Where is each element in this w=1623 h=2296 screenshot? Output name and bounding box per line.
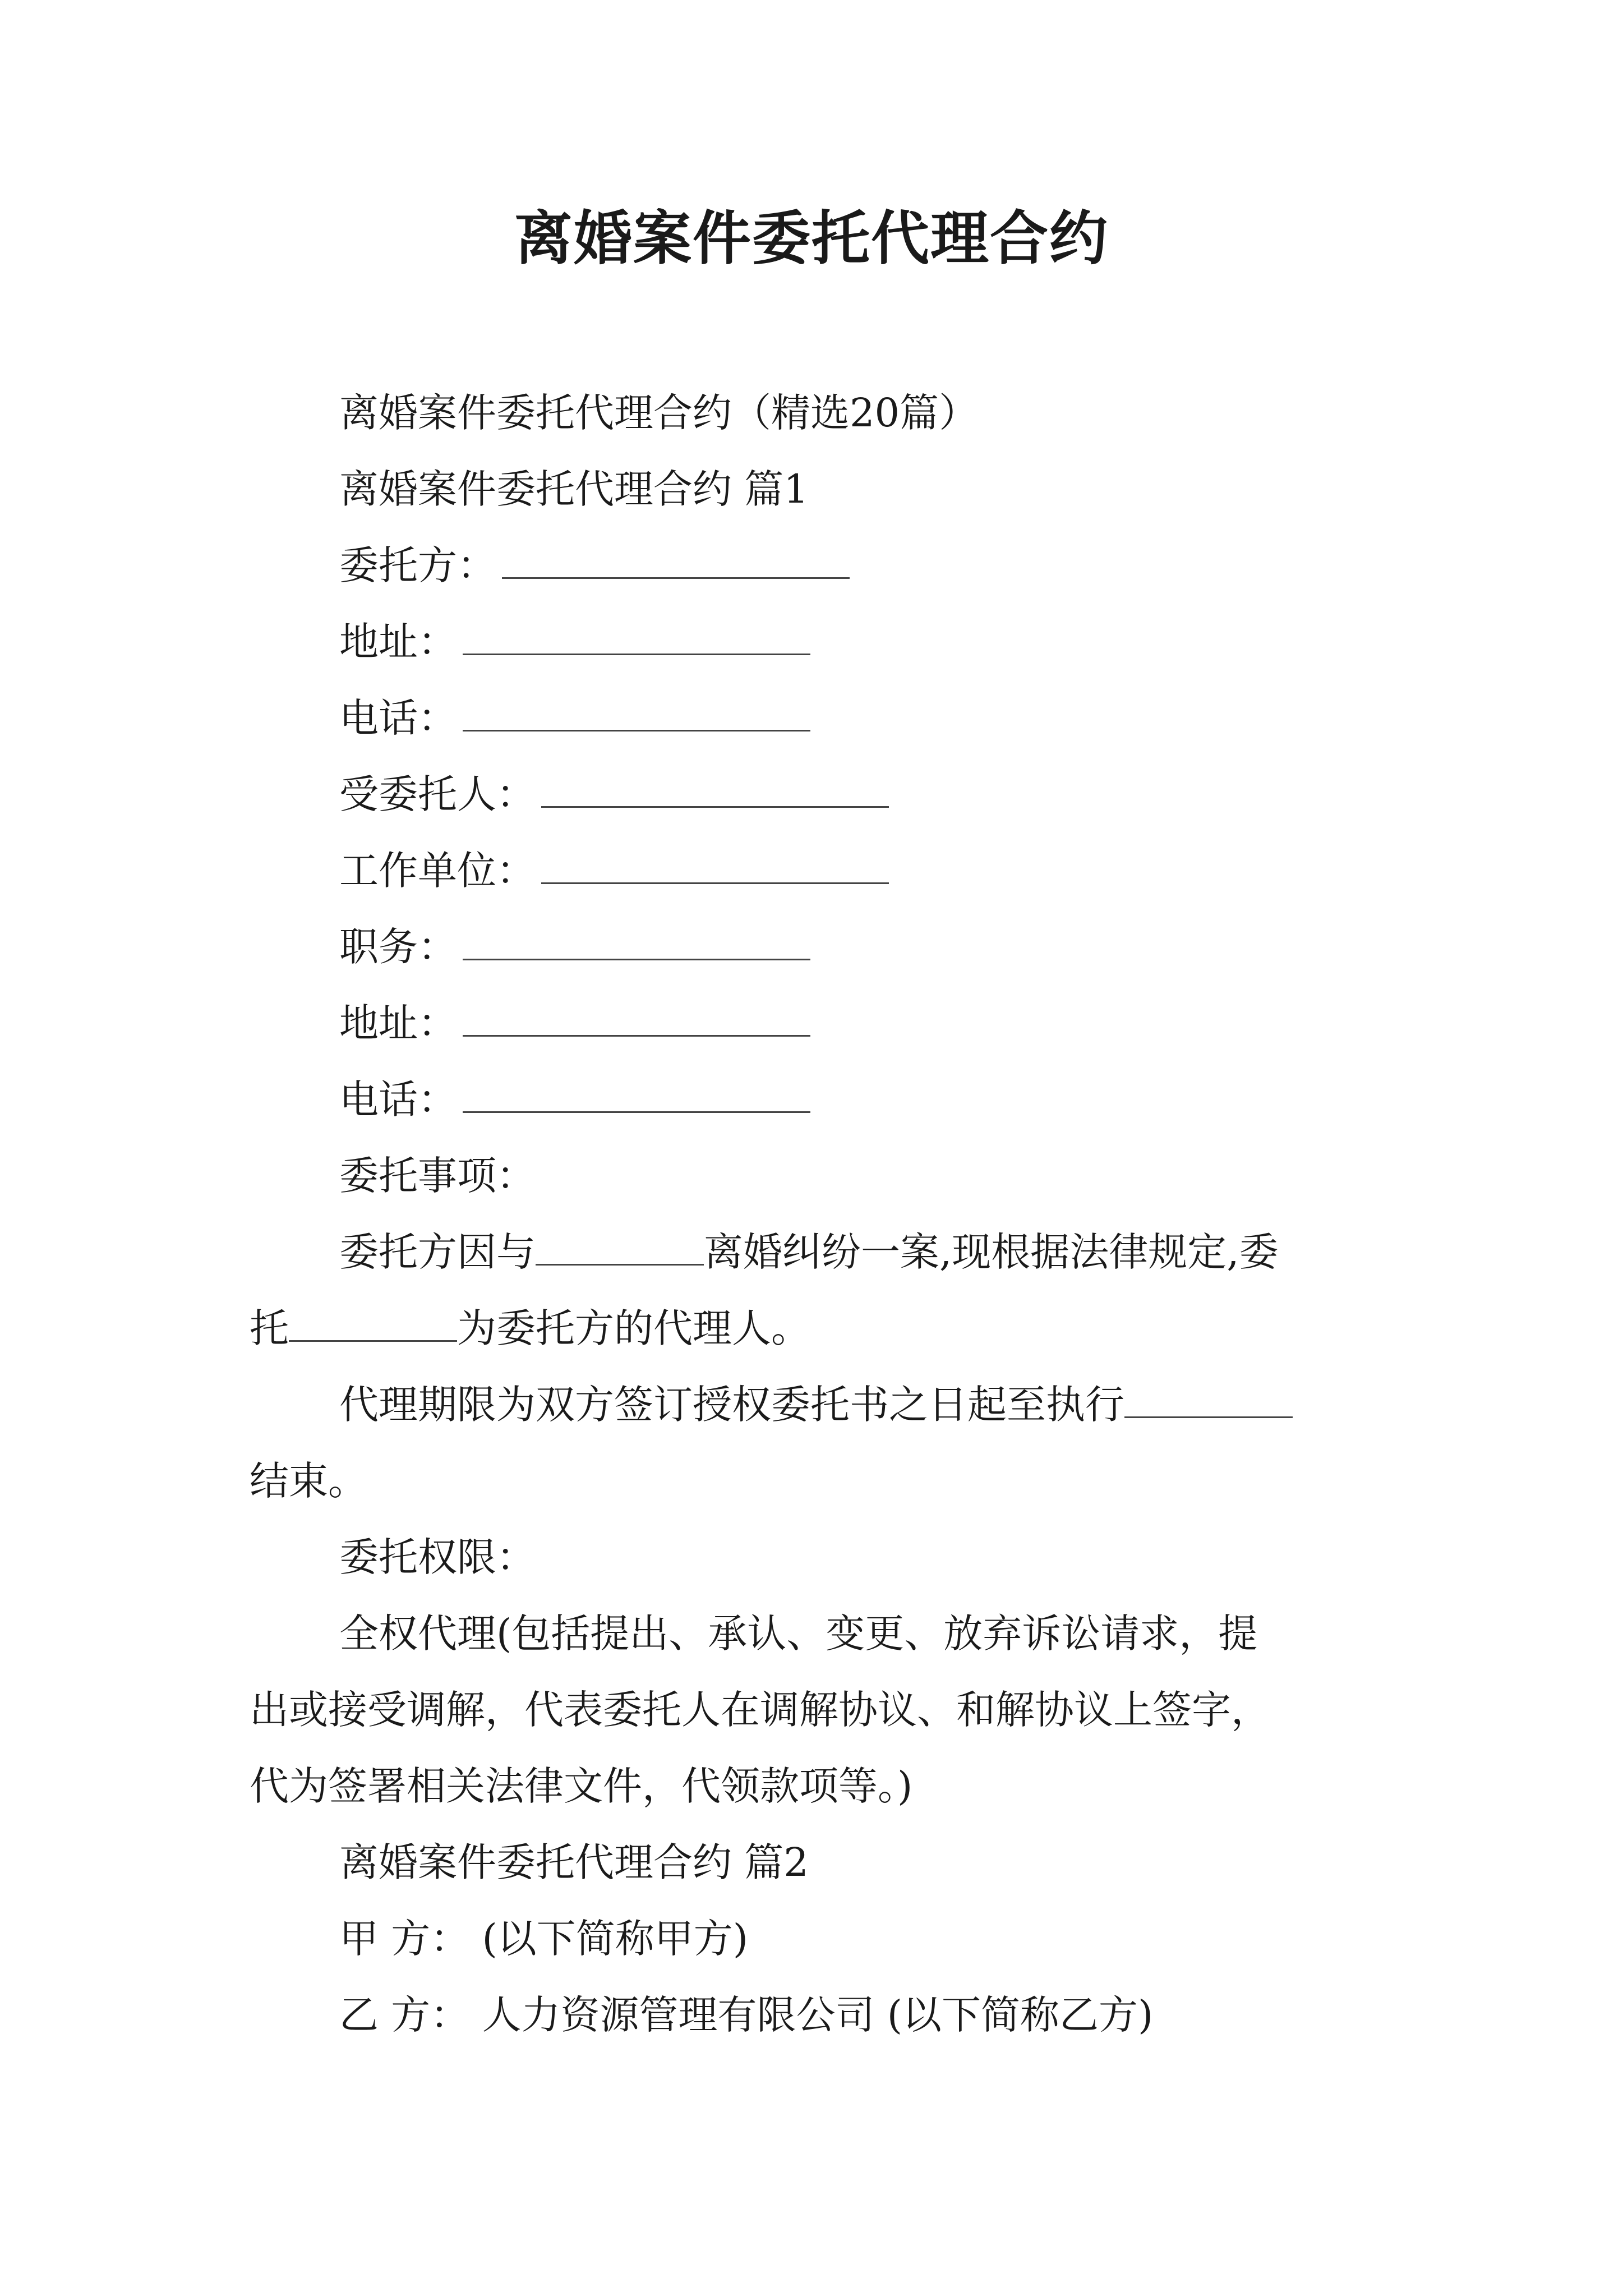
blank-line <box>289 1295 457 1342</box>
field-trustee <box>250 756 1394 832</box>
blank-line <box>536 1219 704 1266</box>
field-label: 地址： <box>339 619 457 665</box>
field-workplace <box>250 832 1394 909</box>
field-label: 工作单位： <box>339 848 536 894</box>
authority-heading: 委托权限： <box>339 1534 536 1580</box>
piece-1-heading: 离婚案件委托代理合约 篇1 <box>339 466 809 512</box>
field-client-address <box>250 604 1394 680</box>
field-client <box>250 527 1394 604</box>
field-label: 受委托人： <box>339 771 536 817</box>
subtitle: 离婚案件委托代理合约（精选20篇） <box>339 390 979 436</box>
text-span: 委托方因与 <box>339 1229 536 1275</box>
paragraph-1-line-2 <box>250 1290 1394 1366</box>
text-span: 托 <box>250 1305 289 1351</box>
field-label: 电话： <box>339 695 457 741</box>
paragraph-3-line-3: 代为签署相关法律文件，代领款项等。) <box>250 1763 913 1809</box>
blank-line <box>1124 1372 1293 1418</box>
blank-line <box>463 1066 810 1113</box>
field-trustee-address <box>250 985 1394 1061</box>
paragraph-3-line-1: 全权代理(包括提出、承认、变更、放弃诉讼请求，提 <box>339 1611 1258 1657</box>
blank-line <box>463 685 810 731</box>
blank-line <box>463 914 810 960</box>
text-span: 为委托方的代理人。 <box>457 1305 810 1351</box>
party-b: 乙 方： 人力资源管理有限公司 (以下简称乙方) <box>339 1992 1154 2038</box>
field-label: 电话： <box>339 1076 457 1122</box>
document-title: 离婚案件委托代理合约 <box>514 204 1109 273</box>
blank-line <box>541 761 889 808</box>
paragraph-3-line-2: 出或接受调解，代表委托人在调解协议、和解协议上签字， <box>250 1687 1270 1733</box>
text-span: 代理期限为双方签订授权委托书之日起至执行 <box>339 1382 1124 1428</box>
paragraph-2-line-1 <box>250 1366 1394 1443</box>
paragraph-1-line-1 <box>250 1214 1394 1290</box>
field-label: 地址： <box>339 1000 457 1046</box>
field-position <box>250 909 1394 985</box>
party-a: 甲 方： (以下简称甲方) <box>339 1916 749 1962</box>
document-body <box>250 375 1394 2053</box>
blank-line <box>463 609 810 655</box>
blank-line <box>541 838 889 884</box>
field-label: 职务： <box>339 924 457 970</box>
blank-line <box>463 990 810 1037</box>
matters-heading: 委托事项： <box>339 1153 536 1199</box>
paragraph-2-line-2: 结束。 <box>250 1458 367 1504</box>
field-label: 委托方： <box>339 542 496 588</box>
piece-2-heading: 离婚案件委托代理合约 篇2 <box>339 1839 809 1885</box>
field-trustee-phone <box>250 1061 1394 1138</box>
blank-line <box>502 532 850 579</box>
text-span: 离婚纠纷一案,现根据法律规定,委 <box>704 1229 1279 1275</box>
field-client-phone <box>250 680 1394 756</box>
